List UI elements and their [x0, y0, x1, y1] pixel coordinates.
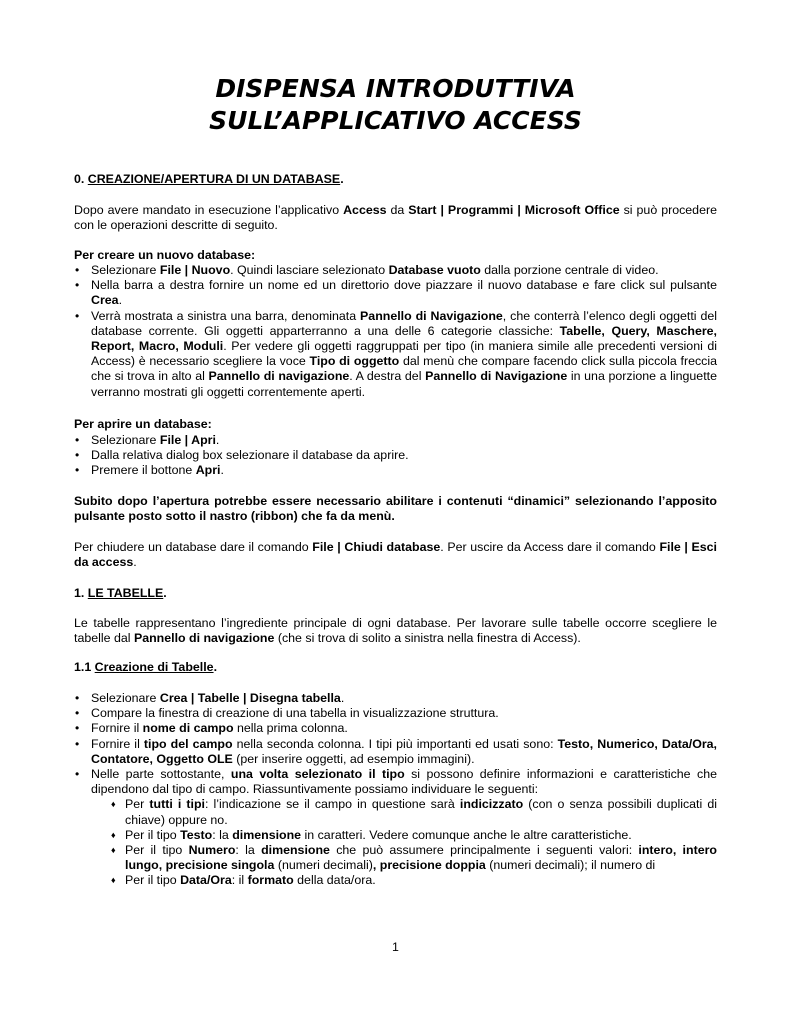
- list-item: • Selezionare File | Nuovo. Quindi lasciare selezionato Database vuoto dalla porzione centrale di video.: [74, 263, 717, 278]
- sub-list-item: ♦ Per tutti i tipi: l’indicazione se il campo in questione sarà indicizzato (con o senza possibili duplicati di chiave) oppure no.: [108, 797, 717, 827]
- section-0-number: 0.: [74, 172, 88, 186]
- dynamic-content-warning: Subito dopo l’apertura potrebbe essere necessario abilitare i contenuti “dinamici” selezionando l’apposito pulsante posto sotto il nastro (ribbon) che fa da menù.: [74, 494, 717, 524]
- create-database-label: Per creare un nuovo database:: [74, 248, 256, 262]
- section-1-number: 1.: [74, 586, 88, 600]
- list-item: • Nella barra a destra fornire un nome ed un direttorio dove piazzare il nuovo database e fare click sul pulsante Crea.: [74, 278, 717, 308]
- page-number: 1: [392, 940, 399, 954]
- create-database-list: [74, 263, 717, 400]
- list-item: • Fornire il tipo del campo nella seconda colonna. I tipi più importanti ed usati sono: Testo, Numerico, Data/Ora, Contatore, Oggetto OLE (per inserire oggetti, ad esempio immagini).: [74, 737, 717, 767]
- section-1-title: LE TABELLE: [87, 586, 164, 600]
- list-item: • Selezionare File | Apri.: [74, 433, 717, 448]
- section-1-1-heading: 1.1 Creazione di Tabelle.: [74, 660, 218, 674]
- list-item: • Fornire il nome di campo nella prima colonna.: [74, 721, 717, 736]
- list-item: • Selezionare Crea | Tabelle | Disegna tabella.: [74, 691, 717, 706]
- close-database-paragraph: Per chiudere un database dare il comando File | Chiudi database. Per uscire da Access dare il comando File | Esci da access.: [74, 540, 718, 570]
- list-item: • Compare la finestra di creazione di una tabella in visualizzazione struttura.: [74, 706, 717, 721]
- section-1-1-title: Creazione di Tabelle: [94, 660, 214, 674]
- open-database-list: [74, 433, 717, 479]
- section-0-heading: 0. CREAZIONE/APERTURA DI UN DATABASE.: [74, 172, 344, 186]
- section-1-heading: 1. LE TABELLE.: [74, 586, 167, 600]
- document-title-line-2: SULL’APPLICATIVO ACCESS: [209, 106, 582, 135]
- section-0-intro: Dopo avere mandato in esecuzione l’applicativo Access da Start | Programmi | Microsoft Office si può procedere con le operazioni descritte di seguito.: [74, 203, 717, 233]
- list-item: • Verrà mostrata a sinistra una barra, denominata Pannello di Navigazione, che conterrà l’elenco degli oggetti del database corrente. Gli oggetti apparterranno a una delle 6 categorie classiche: Tabelle, Query, Maschere, Report, Macro, Moduli. Per vedere gli oggetti raggruppati per tipo (in maniera simile alle precedenti versioni di Access) è necessario scegliere la voce Tipo di oggetto dal menù che compare facendo click sulla piccola freccia che si trova in alto al Pannello di navigazione. A destra del Pannello di Navigazione in una porzione a linguette verranno mostrati gli oggetti correntemente aperti.: [74, 309, 717, 400]
- section-0-title: CREAZIONE/APERTURA DI UN DATABASE: [87, 172, 341, 186]
- list-item: • Premere il bottone Apri.: [74, 463, 717, 478]
- create-table-list: [74, 691, 717, 889]
- field-properties-list: [108, 797, 717, 888]
- sub-list-item: ♦ Per il tipo Testo: la dimensione in caratteri. Vedere comunque anche le altre caratteristiche.: [108, 828, 717, 843]
- document-title-line-1: DISPENSA INTRODUTTIVA: [215, 74, 576, 103]
- list-item: • Nelle parte sottostante, una volta selezionato il tipo si possono definire informazioni e caratteristiche che dipendono dal tipo di campo. Riassuntivamente possiamo individuare le seguenti: ♦ Per tutti i tipi: l’indicazione se il campo in questione sarà indicizzato (con o senza possibili duplicati di chiave) oppure no. ♦ Per il tipo Testo: la dimensione in caratteri. Vedere comunque anche le altre caratteristiche. ♦ Per il tipo Numero: la dimensione che può assumere principalmente i seguenti valori: intero, intero lungo, precisione singola (numeri decimali), precisione doppia (numeri decimali); il numero di ♦ Per il tipo Data/Ora: il formato della data/ora.: [74, 767, 717, 889]
- sub-list-item: ♦ Per il tipo Data/Ora: il formato della data/ora.: [108, 873, 717, 888]
- list-item: • Dalla relativa dialog box selezionare il database da aprire.: [74, 448, 717, 463]
- section-1-intro: Le tabelle rappresentano l’ingrediente principale di ogni database. Per lavorare sulle tabelle occorre scegliere le tabelle dal Pannello di navigazione (che si trova di solito a sinistra nella finestra di Access).: [74, 616, 717, 646]
- sub-list-item: ♦ Per il tipo Numero: la dimensione che può assumere principalmente i seguenti valori: intero, intero lungo, precisione singola (numeri decimali), precisione doppia (numeri decimali); il numero di: [108, 843, 717, 873]
- open-database-label: Per aprire un database:: [74, 417, 212, 431]
- section-1-1-number: 1.1: [74, 660, 95, 674]
